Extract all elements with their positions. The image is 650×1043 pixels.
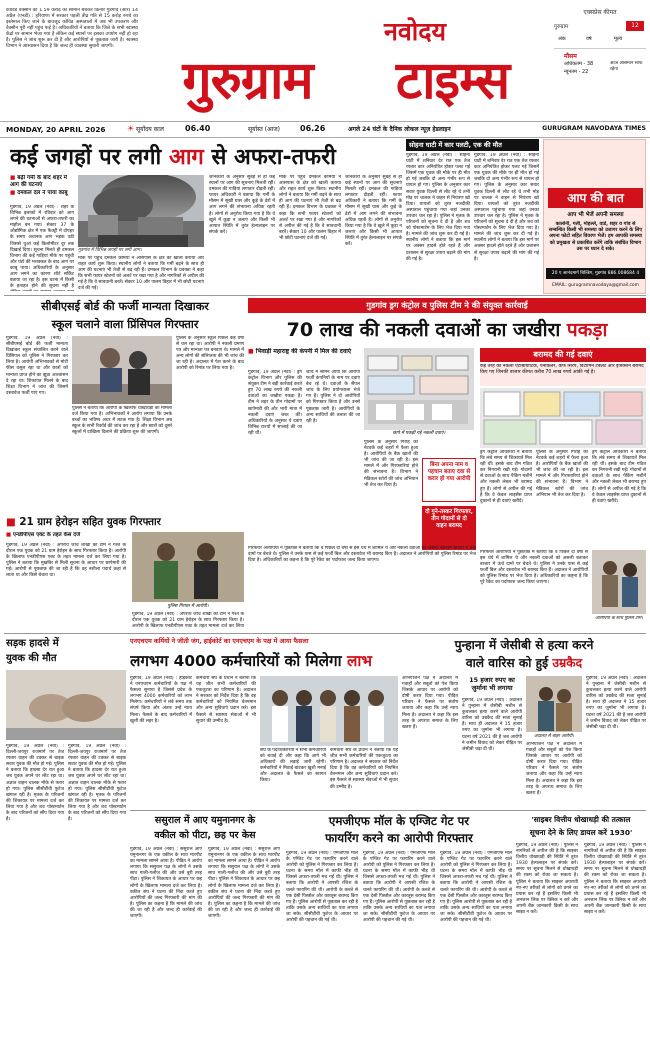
divider-1 [4, 295, 646, 296]
sun-icon: ☀ [127, 125, 135, 133]
heroin-col-1: गुडगांव, 19 अप्रैल (नवो) : अपराध जांच शाखा की टीम ने गश्त के दौरान एक युवक को 21 ग्राम हेरोइन के साथ गिरफ्तार किया है। आरोपी के खिलाफ एनडीपीएस एक्ट के तहत मामला दर्ज कर लिया गया है। पुलिस ने बताया कि मुखबिर से मिली सूचना के आधार पर छापेमारी की गई। आरोपी से पूछताछ की जा रही है कि वह नशीला पदार्थ कहां से लाता था और किसे बेचता था। [6, 543, 126, 579]
fire-story [6, 141, 402, 293]
lawyer-headline-1: ससुराल में आए यमुनानगर के [154, 815, 256, 826]
aap-subtitle: आप भी भेजें अपनी समस्या [567, 212, 624, 218]
mall-headline-1: एमजीएफ मॉल के एग्जिट गेट पर [328, 814, 470, 828]
heroin-photo-svg [132, 532, 244, 602]
employees-kicker: एनएचएम कर्मियों ने जीती जंग, हाईकोर्ट का एनएचएम के पक्ष में आया फैसला [130, 638, 309, 645]
accident-col-1: गुडगांव, 19 अप्रैल (नवो) : दिल्ली-जयपुर राजमार्ग पर तेज रफ्तार वाहन की टक्कर से बाइक सवार युवक की मौत हो गई। पुलिस ने बताया कि हादसा देर रात हुआ जब युवक अपने घर लौट रहा था। अज्ञात वाहन चालक मौके से फरार हो गया। पुलिस सीसीटीवी फुटेज खंगाल रही है। मृतक के परिजनों की शिकायत पर मामला दर्ज कर लिया गया है और शव पोस्टमार्टम के बाद परिजनों को सौंप दिया गया है। [6, 744, 64, 823]
employees-photo [260, 676, 398, 746]
employees-col-2: कर्मचारी संघ के प्रधान ने बताया कि यह जीत सभी कर्मचारियों की एकजुटता का परिणाम है। अदालत ने सरकार को निर्देश दिया है कि वह कर्मचारियों को नियमित वेतनमान और अन्य सुविधाएं प्रदान करे। इस फैसले से स्वास्थ्य सेवाओं में भी सुधार की उम्मीद है। [196, 676, 256, 724]
kotla-headline: सोहना घाटी में कार पलटी, एक की मौत [406, 139, 539, 151]
murder-col-3: गुडगांव, 19 अप्रैल (नवो) : अदालत ने पुन्हाना में जेसीबी मशीन से कुचलकर हत्या करने वाले आरोपी वारिस को उम्रकैद की सजा सुनाई है। साथ ही अदालत ने 15 हजार रुपए का जुर्माना भी लगाया है। घटना वर्ष 2021 की है जब आरोपी ने जमीन विवाद को लेकर पीड़ित पर जेसीबी चढ़ा दी थी। [586, 676, 646, 730]
lawyer-headline-2: वकील को पीटा, छह पर केस [154, 830, 256, 841]
cbse-col-3: पुलिस के अनुसार स्कूल पिछले कई वर्षों से चल रहा था। आरोपी ने नकली प्रमाण पत्र और मान्यता पत्र बनवाए थे। मामले में अन्य लोगों की संलिप्तता की भी जांच की जा रही है। अदालत में पेश करने के बाद आरोपी को रिमांड पर लिया गया है। [176, 336, 244, 372]
fire-bullet-2: ■ दमकल दल ने पाया काबू [10, 190, 68, 196]
heroin-bullet: ■ एनडीपीएस एक्ट के तहत केस दर्ज [6, 532, 81, 538]
region-3: मूल्य [614, 36, 623, 42]
cbse-headline-1: सीबीएसई बोर्ड की फर्जी मान्यता दिखाकर [41, 300, 209, 313]
fire-bullet-1: ■ बढ़ी गर्मी के बाद शहर में आग की घटनाएं [10, 175, 68, 188]
fraud-col-2: गुडगांव, 19 अप्रैल (नवो) : पुलिस ने नागरिकों से अपील की है कि साइबर वित्तीय धोखाधड़ी की स्थिति में तुरंत 1930 हेल्पलाइन पर संपर्क करें। समय पर सूचना मिलने से धोखाधड़ी की रकम को रोका जा सकता है। पुलिस ने बताया कि साइबर अपराधी नए-नए तरीकों से लोगों को ठगने का प्रयास कर रहे हैं इसलिए किसी भी अनजान लिंक पर क्लिक न करें और अपनी बैंक जानकारी किसी के साथ साझा न करें। [584, 843, 646, 916]
logo-left: गुरुग्राम [182, 50, 313, 111]
murder-col-2: अभियोजन पक्ष ने अदालत में गवाहों और सबूतों को पेश किया जिसके आधार पर आरोपी को दोषी करार दिया गया। पीड़ित परिवार ने फैसले पर संतोष जताया और कहा कि उन्हें न्याय मिला है। अदालत ने कहा कि इस तरह के अपराध समाज के लिए खतरा हैं। [526, 742, 582, 796]
kotla-story [406, 139, 539, 294]
mall-col-3: गुडगांव, 19 अप्रैल (नवो) : एमजीएफ मॉल के एग्जिट गेट पर फायरिंग करने वाले आरोपी को पुलिस ने गिरफ्तार कर लिया है। घटना के समय मॉल में काफी भीड़ थी जिससे अफरा-तफरी मच गई थी। पुलिस ने बताया कि आरोपी ने आपसी रंजिश के चलते फायरिंग की थी। आरोपी के कब्जे से एक देसी पिस्तौल और कारतूस बरामद किए गए हैं। पुलिस आरोपी से पूछताछ कर रही है ताकि उसके अन्य साथियों का पता लगाया जा सके। सीसीटीवी फुटेज के आधार पर आरोपी की पहचान की गई थी। [440, 851, 512, 924]
weather-min: न्यूनतम - 22 [564, 69, 589, 75]
drugs-photo-2 [480, 388, 646, 448]
fraud-headline-2: सूचना देने के लिए डायल करें 1930' [529, 828, 633, 837]
employees-headline [130, 649, 398, 673]
aap-title: आप की बात [548, 188, 643, 208]
drugs-badge: बरामद की गई दवाएं [480, 348, 646, 362]
employees-col-3: संघ के पदाधिकारियों ने सभी कर्मचारियों को बधाई दी और कहा कि आगे भी अधिकारों की लड़ाई जारी रहेगी। कर्मचारियों ने मिठाई बांटकर खुशी मनाई और अदालत के फैसले का स्वागत किया। [260, 748, 326, 784]
cbse-photo [72, 336, 172, 404]
drugs-headline [248, 315, 646, 345]
drugs-bottom: गिरफ्तार आरोपियों ने पूछताछ में बताया कि वे पिछले दो वर्षों से इस धंधे में शामिल थे और नकली दवाओं को असली बताकर बाजार में ऊंचे दामों पर बेचते थे। पुलिस ने उनके पास से कई फर्जी बिल और दस्तावेज भी बरामद किए हैं। अदालत ने आरोपियों को पुलिस रिमांड पर भेज दिया है। अधिकारियों का कहना है कि पूरे रैकेट का पर्दाफाश जल्द किया जाएगा। [480, 550, 588, 586]
drugs-col-2: जांच में सामने आया कि आरोपी फर्जी कंपनियों के नाम पर दवाएं बेच रहे थे। दवाओं के सैंपल जांच के लिए प्रयोगशाला भेजे गए हैं। पुलिस ने दो आरोपियों को गिरफ्तार किया है और उनसे पूछताछ जारी है। आरोपियों के अन्य साथियों की तलाश की जा रही है। [306, 370, 360, 424]
drugs-details: कई तरह की नकली एंटीबायोटिक, पेनकिलर, कफ सिरप, विटामिन टैबलेट और इंजेक्शन बरामद किए गए जिनकी बाजार कीमत करीब 70 लाख रुपये आंकी गई है। [480, 364, 646, 386]
murder-photo-svg [526, 676, 582, 732]
cbse-story [6, 298, 244, 508]
weather-note: आज आसमान साफ रहेगा [610, 61, 643, 72]
sunset-label: सूर्यास्त (आज) [248, 126, 281, 133]
mall-col-1: गुडगांव, 19 अप्रैल (नवो) : एमजीएफ मॉल के एग्जिट गेट पर फायरिंग करने वाले आरोपी को पुलिस ने गिरफ्तार कर लिया है। घटना के समय मॉल में काफी भीड़ थी जिससे अफरा-तफरी मच गई थी। पुलिस ने बताया कि आरोपी ने आपसी रंजिश के चलते फायरिंग की थी। आरोपी के कब्जे से एक देसी पिस्तौल और कारतूस बरामद किए गए हैं। पुलिस आरोपी से पूछताछ कर रही है ताकि उसके अन्य साथियों का पता लगाया जा सके। सीसीटीवी फुटेज के आधार पर आरोपी की पहचान की गई थी। [286, 851, 358, 924]
sunset-time: 06.26 [300, 124, 326, 133]
accident-headline-2: युवक की मौत [6, 653, 57, 664]
drugs-sub-bullet-text: भिवाड़ी महाराष्ट्र की कंपनी में मिल की दवाएं [255, 348, 352, 355]
tagline: अगले 24 घंटों के दैनिक लोकल न्यूज़ हेडलाइन [348, 126, 451, 133]
employees-headline-1: लगभग 4000 कर्मचारियों को मिलेगा [130, 652, 342, 670]
mall-col-2: गुडगांव, 19 अप्रैल (नवो) : एमजीएफ मॉल के एग्जिट गेट पर फायरिंग करने वाले आरोपी को पुलिस ने गिरफ्तार कर लिया है। घटना के समय मॉल में काफी भीड़ थी जिससे अफरा-तफरी मच गई थी। पुलिस ने बताया कि आरोपी ने आपसी रंजिश के चलते फायरिंग की थी। आरोपी के कब्जे से एक देसी पिस्तौल और कारतूस बरामद किए गए हैं। पुलिस आरोपी से पूछताछ कर रही है ताकि उसके अन्य साथियों का पता लगाया जा सके। सीसीटीवी फुटेज के आधार पर आरोपी की पहचान की गई थी। [363, 851, 435, 924]
heroin-caption: पुलिस गिरफ्त में आरोपी। [167, 604, 209, 609]
divider-3 [130, 810, 646, 811]
drugs-caption-1: छापे में पकड़ी गई नकली दवाएं। [392, 431, 446, 436]
cbse-col-1: गुडगांव, 19 अप्रैल (नवो) : सीबीएसई बोर्ड की फर्जी मान्यता दिखाकर स्कूल संचालित करने वाले प्रिंसिपल को पुलिस ने गिरफ्तार कर लिया है। आरोपी अभिभावकों से मोटी फीस वसूल रहा था और छात्रों को मान्यता प्राप्त होने का झूठा आश्वासन दे रहा था। शिकायत मिलने के बाद शिक्षा विभाग ने जांच की जिसमें दस्तावेज फर्जी पाए गए। [6, 336, 68, 396]
fire-headline-2: आग [168, 145, 204, 170]
drugs-col-6: पुलिस के अनुसार गिरोह का नेटवर्क कई शहरों में फैला हुआ है। आरोपियों के बैंक खातों की भी जांच की जा रही है। इस मामले में और गिरफ्तारियां होने की संभावना है। विभाग ने मेडिकल स्टोरों की जांच अभियान भी तेज कर दिया है। [364, 440, 418, 488]
drugs-sub-bullet: ■ भिवाड़ी महाराष्ट्र की कंपनी में मिल की दवाएं [248, 348, 352, 355]
accident-col-2: गुडगांव, 19 अप्रैल (नवो) : दिल्ली-जयपुर राजमार्ग पर तेज रफ्तार वाहन की टक्कर से बाइक सवार युवक की मौत हो गई। पुलिस ने बताया कि हादसा देर रात हुआ जब युवक अपने घर लौट रहा था। अज्ञात वाहन चालक मौके से फरार हो गया। पुलिस सीसीटीवी फुटेज खंगाल रही है। मृतक के परिजनों की शिकायत पर मामला दर्ज कर लिया गया है और शव पोस्टमार्टम के बाद परिजनों को सौंप दिया गया है। [68, 744, 126, 823]
heroin-bullet-text: एनडीपीएस एक्ट के तहत केस दर्ज [12, 532, 81, 538]
drugs-photo-3-svg [592, 550, 646, 614]
drugs-caption-3: आरोपियों के साथ पुलिस टीम। [595, 616, 643, 621]
drugs-photo-2-svg [480, 388, 646, 448]
fire-col-3: मौके पर पहुंचे दमकल कर्मियों ने आसपास के क्षेत्र को खाली कराया और राहत कार्य शुरू किया। स्थानीय लोगों ने बताया कि गर्मी बढ़ने के साथ ही आग की घटनाएं भी तेजी से बढ़ रही हैं। दमकल विभाग के प्रवक्ता ने कहा कि सभी फायर स्टेशनों को अलर्ट पर रखा गया है और नागरिकों से अपील की गई है कि वे सावधानी बरतें। सेक्टर 10 और पालम विहार में भी छोटी घटनाएं दर्ज की गईं। [78, 256, 204, 291]
sunrise-label: सूर्योदय काल [136, 126, 164, 133]
drugs-kicker: गुडगांव ड्रग कंट्रोल व पुलिस टीम ने की संयुक्त कार्रवाई [248, 298, 646, 313]
weather-title: मौसम [564, 53, 577, 60]
lawyer-col-1: गुडगांव, 19 अप्रैल (नवो) : ससुराल आए यमुनानगर के एक वकील के साथ मारपीट का मामला सामने आया है। पीड़ित ने आरोप लगाया कि ससुराल पक्ष के लोगों ने उसके साथ गाली-गलौज की और उसे बुरी तरह पीटा। पुलिस ने शिकायत के आधार पर छह लोगों के खिलाफ मामला दर्ज कर लिया है। वकील संघ ने घटना की निंदा करते हुए आरोपियों की जल्द गिरफ्तारी की मांग की है। पुलिस का कहना है कि मामले की जांच की जा रही है और जल्द ही कार्रवाई की जाएगी। [130, 847, 202, 920]
mall-story [286, 813, 512, 1038]
fire-photo-caption: गुडगांव में विभिन्न जगहों पर लगी आग। [78, 248, 142, 253]
murder-story [402, 636, 646, 808]
heroin-col-2: गुडगांव, 19 अप्रैल (नवो) : अपराध जांच शाखा की टीम ने गश्त के दौरान एक युवक को 21 ग्राम हेरोइन के साथ गिरफ्तार किया है। आरोपी के खिलाफ एनडीपीएस एक्ट के तहत मामला दर्ज कर लिया [132, 612, 244, 629]
sunrise-time: 06.40 [185, 124, 211, 133]
region-1: अंक [558, 36, 566, 42]
pages-badge: 12 [626, 21, 644, 31]
fire-bullet-2-text: दमकल दल ने पाया काबू [17, 190, 68, 196]
drugs-headline-2: पकड़ा [566, 319, 608, 341]
fire-col-4: जानकारी के अनुसार सुबह से ही कई स्थानों पर आग की सूचनाएं मिलती रहीं। दमकल की गाड़ियां लगातार दौड़ती रहीं। फायर अधिकारी ने बताया कि गर्मी के मौसम में सूखी घास और कूड़े के ढेरों में आग लगने की संभावना अधिक रहती है। लोगों से अनुरोध किया गया है कि वे खुले में कूड़ा न जलाएं और किसी भी आपात स्थिति में तुरंत हेल्पलाइन पर संपर्क करें। [209, 175, 275, 235]
mall-headline-2: फायरिंग करने का आरोपी गिरफ्तार [325, 831, 473, 845]
murder-sub: 15 हजार रुपए का जुर्माना भी लगाया [469, 676, 515, 692]
lawyer-col-2: गुडगांव, 19 अप्रैल (नवो) : ससुराल आए यमुनानगर के एक वकील के साथ मारपीट का मामला सामने आया है। पीड़ित ने आरोप लगाया कि ससुराल पक्ष के लोगों ने उसके साथ गाली-गलौज की और उसे बुरी तरह पीटा। पुलिस ने शिकायत के आधार पर छह लोगों के खिलाफ मामला दर्ज कर लिया है। वकील संघ ने घटना की निंदा करते हुए आरोपियों की जल्द गिरफ्तारी की मांग की है। पुलिस का कहना है कि मामले की जांच की जा रही है और जल्द ही कार्रवाई की जाएगी। [208, 847, 280, 920]
fire-col-6: जानकारी के अनुसार सुबह से ही कई स्थानों पर आग की सूचनाएं मिलती रहीं। दमकल की गाड़ियां लगातार दौड़ती रहीं। फायर अधिकारी ने बताया कि गर्मी के मौसम में सूखी घास और कूड़े के ढेरों में आग लगने की संभावना अधिक रहती है। लोगों से अनुरोध किया गया है कि वे खुले में कूड़ा न जलाएं और किसी भी आपात स्थिति में तुरंत हेल्पलाइन पर संपर्क करें। [345, 175, 402, 248]
fire-bullet-1-text: बढ़ी गर्मी के बाद शहर में आग की घटनाएं [10, 175, 68, 188]
paper-name: GURUGRAM NAVODAYA TIMES [542, 125, 646, 132]
drugs-red-box: दो गुने-तस्कर गिरफ्तार, तीन गोदामों से दो वाहन बरामद [422, 506, 476, 550]
fire-headline-3: से अफरा-तफरी [211, 145, 336, 170]
drugs-col-5: ड्रग कंट्रोल अधिकारी ने बताया कि लंबे समय से शिकायतें मिल रही थीं। इसके बाद टीम गठित कर निगरानी रखी गई। गोदामों से दवाओं के साथ पैकिंग मशीनें और नकली लेबल भी बरामद हुए हैं। लोगों से अपील की गई है कि वे केवल लाइसेंस प्राप्त दुकानों से ही दवाएं खरीदें। [592, 450, 646, 504]
fire-headline-1: कई जगहों पर लगी [10, 145, 162, 170]
murder-photo [526, 676, 582, 732]
drugs-photo-3 [592, 550, 646, 614]
heroin-headline [6, 514, 244, 530]
fire-col-1: गुडगांव, 19 अप्रैल (नवो) : शहर के विभिन्न इलाकों में रविवार को आग लगने की घटनाओं से अफरा-तफरी का माहौल बन गया। सेक्टर 37 के औद्योगिक क्षेत्र में एक फैक्ट्री में दोपहर के समय अचानक आग भड़क उठी जिससे धुआं कई किलोमीटर दूर तक दिखाई दिया। सूचना मिलते ही दमकल विभाग की कई गाड़ियां मौके पर पहुंची और घंटों की मशक्कत के बाद आग पर काबू पाया। अधिकारियों के अनुसार आग लगने का कारण शॉर्ट सर्किट बताया जा रहा है। इस घटना में किसी के हताहत होने की सूचना नहीं है [10, 205, 74, 290]
fire-photo-svg [78, 175, 204, 247]
lawyer-story [130, 813, 280, 1038]
murder-headline-2: वाले वारिस को हुई [465, 656, 549, 670]
fraud-story [516, 813, 646, 1038]
cbse-col-2: पुलिस ने बताया कि आरोपी के खिलाफ धोखाधड़ी का मामला दर्ज किया गया है। अभिभावकों ने आरोप लगाया कि उनके बच्चों का भविष्य अधर में लटक गया है। शिक्षा विभाग अब स्कूल के सभी रिकॉर्ड की जांच कर रहा है और छात्रों को दूसरे स्कूलों में दाखिला दिलाने की प्रक्रिया शुरू की जाएगी। [72, 406, 172, 436]
logo-top: नवोदय [383, 17, 447, 46]
accident-photo [6, 670, 126, 740]
murder-headline-3: उम्रकैद [552, 656, 583, 670]
brief-text: कोविड वैक्सीन की 1.59 करोड़ का सामान बेचकर किनारे गुडगांव (आर) 14 अप्रैल (एनडी) : हरियाणा में सरकार पहली तीव्र गति से 15 करोड़ रुपये का इस्तेमाल किए जाने के बावजूद कोविड अस्पतालों में अब भी उपकरण और वैक्सीन पूरी नहीं पहुंच पाई है। अधिकारियों ने बताया कि जिले के सभी स्वास्थ्य केंद्रों पर सामान भेजा गया है लेकिन कई स्थानों पर इसका उपयोग नहीं हो रहा है। पुलिस ने जांच शुरू कर दी है और आरोपियों से पूछताछ जारी है। स्वास्थ्य विभाग ने आश्वासन दिया है कि जल्द ही व्यवस्था सुधारी जाएगी। [6, 8, 138, 49]
fire-photo [78, 175, 204, 247]
fraud-headline-1: 'साइबर वित्तीय धोखाधड़ी की तत्काल [531, 815, 631, 824]
divider-2 [4, 633, 646, 634]
heroin-headline-text: 21 ग्राम हेरोइन सहित युवक गिरफ्तार [19, 516, 161, 528]
heroin-photo [132, 532, 244, 602]
weather-max: अधिकतम - 38 [564, 61, 594, 67]
employees-col-1: गुडगांव, 19 अप्रैल (नवो) : हाईकोर्ट ने एनएचएम कर्मचारियों के पक्ष में फैसला सुनाया है जिससे प्रदेश के लगभग 4000 कर्मचारियों को लाभ मिलेगा। कर्मचारियों ने लंबे समय तक संघर्ष किया और अंततः उन्हें न्याय मिला। फैसले के बाद कर्मचारियों में खुशी की लहर है। [130, 676, 192, 724]
cbse-photo-svg [72, 336, 172, 404]
kotla-col-1: गुडगांव, 19 अप्रैल (नवो) : सोहना घाटी में शनिवार देर रात एक तेज रफ्तार कार अनियंत्रित होकर पलट गई जिसमें एक युवक की मौके पर ही मौत हो गई जबकि दो अन्य गंभीर रूप से घायल हो गए। पुलिस के अनुसार कार सवार युवक दिल्ली से लौट रहे थे तभी मोड़ पर चालक ने वाहन से नियंत्रण खो दिया। घायलों को तुरंत नजदीकी अस्पताल पहुंचाया गया जहां उनका उपचार चल रहा है। पुलिस ने मृतक के परिजनों को सूचना दे दी है और शव को पोस्टमार्टम के लिए भेज दिया गया है। मामले की जांच शुरू कर दी गई है। स्थानीय लोगों ने बताया कि इस मार्ग पर अक्सर हादसे होते रहते हैं और प्रशासन से सुरक्षा उपाय बढ़ाने की मांग की गई है। [406, 153, 470, 262]
heroin-bullet-icon: ■ [6, 516, 20, 528]
fraud-col-1: गुडगांव, 19 अप्रैल (नवो) : पुलिस ने नागरिकों से अपील की है कि साइबर वित्तीय धोखाधड़ी की स्थिति में तुरंत 1930 हेल्पलाइन पर संपर्क करें। समय पर सूचना मिलने से धोखाधड़ी की रकम को रोका जा सकता है। पुलिस ने बताया कि साइबर अपराधी नए-नए तरीकों से लोगों को ठगने का प्रयास कर रहे हैं इसलिए किसी भी अनजान लिंक पर क्लिक न करें और अपनी बैंक जानकारी किसी के साथ साझा न करें। [516, 843, 578, 916]
city-label: गुरुग्राम [554, 24, 569, 30]
drugs-photo-1-svg [364, 348, 474, 430]
aap-contact: 20 ए आनंदमार्ग बिल्डिंग, गुडगांव 886.008684 4 [546, 268, 645, 279]
price-panel [554, 8, 646, 120]
murder-headline-1: पुन्हाना में जेसीबी से हत्या करने [454, 638, 594, 652]
heroin-story [6, 514, 244, 630]
murder-caption: अदालत से बाहर आरोपी। [534, 734, 574, 739]
employees-headline-2: लाभ [346, 652, 373, 670]
drugs-story [248, 298, 646, 630]
accident-story [6, 636, 126, 1038]
drugs-photo-1 [364, 348, 474, 430]
aap-text: कालोनी, गली, मोहल्ले, वार्ड, शहर व गांव से सम्बन्धित किसी भी समस्या को उजागर करने के लिए अपना फोटो सहित विवरण भेजें। हम आपकी समस्या को प्रमुखता से प्रकाशित करेंगे ताकि संबंधित विभाग उस पर ध्यान दे सके। [548, 221, 643, 252]
accident-headline-1: सड़क हादसे में [6, 638, 59, 649]
date-text: MONDAY, 20 APRIL 2026 [6, 125, 106, 134]
employees-story [130, 636, 398, 808]
logo-right: टाइम्स [395, 50, 510, 111]
masthead-brief [6, 8, 138, 118]
drugs-bottom-2: गिरफ्तार आरोपियों ने पूछताछ में बताया कि वे पिछले दो वर्षों से इस धंधे में शामिल थे और नकली दवाओं को असली बताकर बाजार में ऊंचे दामों पर बेचते थे। पुलिस ने उनके पास से कई फर्जी बिल और दस्तावेज भी बरामद किए हैं। अदालत ने आरोपियों को पुलिस रिमांड पर भेज दिया है। अधिकारियों का कहना है कि पूरे रैकेट का पर्दाफाश जल्द किया जाएगा। [248, 546, 476, 564]
fire-headline [10, 143, 400, 173]
date-bar [0, 121, 650, 138]
aap-ki-baat [543, 139, 646, 294]
employees-col-4: कर्मचारी संघ के प्रधान ने बताया कि यह जीत सभी कर्मचारियों की एकजुटता का परिणाम है। अदालत ने सरकार को निर्देश दिया है कि वह कर्मचारियों को नियमित वेतनमान और अन्य सुविधाएं प्रदान करे। इस फैसले से स्वास्थ्य सेवाओं में भी सुधार की उम्मीद है। [330, 748, 398, 790]
drugs-headline-1: 70 लाख की नकली दवाओं का जखीरा [286, 319, 561, 341]
drugs-col-1: गुडगांव, 19 अप्रैल (नवो) : ड्रग कंट्रोल विभाग और पुलिस की संयुक्त टीम ने बड़ी कार्रवाई करते हुए 70 लाख रुपये की नकली दवाओं का जखीरा पकड़ा है। टीम ने शहर के तीन गोदामों पर छापेमारी की और भारी मात्रा में नकली दवाएं जब्त कीं। अधिकारियों के अनुसार ये दवाएं विभिन्न राज्यों में सप्लाई की जा रही थीं। [248, 370, 302, 436]
drugs-box: बिना अपना नाम व पहचान बताए दवा से करार हो गया आरोपी [422, 458, 476, 502]
murder-col-1: गुडगांव, 19 अप्रैल (नवो) : अदालत ने पुन्हाना में जेसीबी मशीन से कुचलकर हत्या करने वाले आरोपी वारिस को उम्रकैद की सजा सुनाई है। साथ ही अदालत ने 15 हजार रुपए का जुर्माना भी लगाया है। घटना वर्ष 2021 की है जब आरोपी ने जमीन विवाद को लेकर पीड़ित पर जेसीबी चढ़ा दी थी। [462, 698, 522, 752]
murder-headline-line2 [402, 654, 646, 672]
region-2: वर्ष [586, 36, 592, 42]
drugs-col-4: पुलिस के अनुसार गिरोह का नेटवर्क कई शहरों में फैला हुआ है। आरोपियों के बैंक खातों की भी जांच की जा रही है। इस मामले में और गिरफ्तारियां होने की संभावना है। विभाग ने मेडिकल स्टोरों की जांच अभियान भी तेज कर दिया है। [536, 450, 588, 498]
employees-photo-svg [260, 676, 398, 746]
cbse-headline-2: स्कूल चलाने वाला प्रिंसिपल गिरफ्तार [51, 318, 199, 331]
kotla-col-2: गुडगांव, 19 अप्रैल (नवो) : सोहना घाटी में शनिवार देर रात एक तेज रफ्तार कार अनियंत्रित होकर पलट गई जिसमें एक युवक की मौके पर ही मौत हो गई जबकि दो अन्य गंभीर रूप से घायल हो गए। पुलिस के अनुसार कार सवार युवक दिल्ली से लौट रहे थे तभी मोड़ पर चालक ने वाहन से नियंत्रण खो दिया। घायलों को तुरंत नजदीकी अस्पताल पहुंचाया गया जहां उनका उपचार चल रहा है। पुलिस ने मृतक के परिजनों को सूचना दे दी है और शव को पोस्टमार्टम के लिए भेज दिया गया है। मामले की जांच शुरू कर दी गई है। स्थानीय लोगों ने बताया कि इस मार्ग पर अक्सर हादसे होते रहते हैं और प्रशासन से सुरक्षा उपाय बढ़ाने की मांग की गई है। [474, 153, 539, 262]
price-label: एक्सप्रेस कीमत [583, 9, 617, 16]
weather-box [554, 48, 646, 82]
aap-email: EMAIL: gurugramnavodaya@gmail.com [552, 283, 639, 288]
drugs-col-3: ड्रग कंट्रोल अधिकारी ने बताया कि लंबे समय से शिकायतें मिल रही थीं। इसके बाद टीम गठित कर निगरानी रखी गई। गोदामों से दवाओं के साथ पैकिंग मशीनें और नकली लेबल भी बरामद हुए हैं। लोगों से अपील की गई है कि वे केवल लाइसेंस प्राप्त दुकानों से ही दवाएं खरीदें। [480, 450, 532, 504]
murder-col-0: अभियोजन पक्ष ने अदालत में गवाहों और सबूतों को पेश किया जिसके आधार पर आरोपी को दोषी करार दिया गया। पीड़ित परिवार ने फैसले पर संतोष जताया और कहा कि उन्हें न्याय मिला है। अदालत ने कहा कि इस तरह के अपराध समाज के लिए खतरा हैं। [402, 676, 458, 730]
accident-photo-svg [6, 670, 126, 740]
fire-col-5: मौके पर पहुंचे दमकल कर्मियों ने आसपास के क्षेत्र को खाली कराया और राहत कार्य शुरू किया। स्थानीय लोगों ने बताया कि गर्मी बढ़ने के साथ ही आग की घटनाएं भी तेजी से बढ़ रही हैं। दमकल विभाग के प्रवक्ता ने कहा कि सभी फायर स्टेशनों को अलर्ट पर रखा गया है और नागरिकों से अपील की गई है कि वे सावधानी बरतें। सेक्टर 10 और पालम विहार में भी छोटी घटनाएं दर्ज की गईं। [279, 175, 341, 241]
